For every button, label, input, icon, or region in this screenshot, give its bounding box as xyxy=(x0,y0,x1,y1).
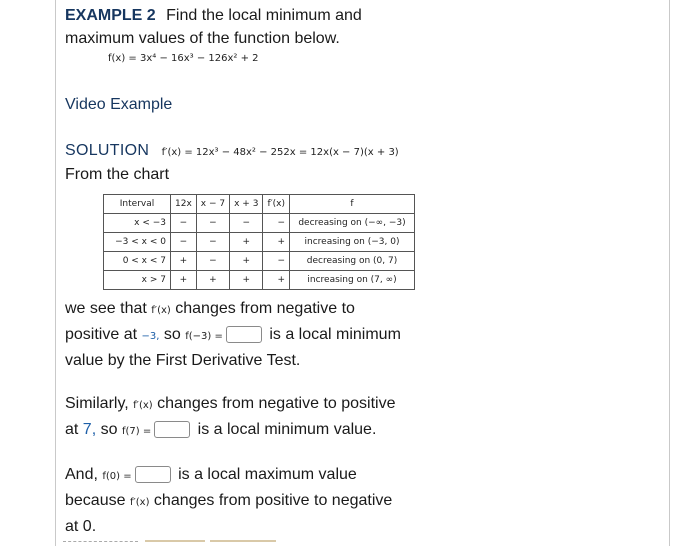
table-cell: + xyxy=(230,233,263,252)
table-row xyxy=(104,271,415,290)
table-row xyxy=(104,252,415,271)
table-cell: − xyxy=(230,214,263,233)
col-f: f xyxy=(290,195,415,214)
critical-value: −3, xyxy=(141,331,160,342)
table-cell: decreasing on (0, 7) xyxy=(290,252,415,271)
table-row xyxy=(104,233,415,252)
table-header-row xyxy=(104,195,415,214)
text: is a local minimum value. xyxy=(197,421,377,438)
sign-chart-table xyxy=(103,194,415,290)
text: because xyxy=(65,492,126,509)
example-label: EXAMPLE 2 xyxy=(65,7,156,24)
table-cell: + xyxy=(230,271,263,290)
col-12x: 12x xyxy=(171,195,197,214)
table-cell: increasing on (−3, 0) xyxy=(290,233,415,252)
function-definition: f(x) = 3x⁴ − 16x³ − 126x² + 2 xyxy=(108,53,259,64)
video-example-link[interactable]: Video Example xyxy=(65,96,173,113)
table-row xyxy=(104,214,415,233)
col-interval: Interval xyxy=(104,195,171,214)
col-x-minus-7: x − 7 xyxy=(196,195,229,214)
table-cell: − xyxy=(196,214,229,233)
table-cell: − xyxy=(263,252,290,271)
table-cell: x < −3 xyxy=(104,214,171,233)
text: positive at xyxy=(65,326,138,343)
table-cell: − xyxy=(196,252,229,271)
text: is a local maximum value xyxy=(178,466,357,483)
content-border-right xyxy=(669,0,670,546)
button-edge[interactable] xyxy=(145,540,205,548)
table-cell: decreasing on (−∞, −3) xyxy=(290,214,415,233)
table-cell: − xyxy=(171,214,197,233)
fprime-inline: f′(x) xyxy=(151,305,171,316)
text: changes from negative to positive xyxy=(157,395,396,412)
text: at 0. xyxy=(65,518,97,535)
example-title: Find the local minimum and xyxy=(166,7,362,24)
table-cell: + xyxy=(171,252,197,271)
critical-value: 7, xyxy=(82,421,97,438)
table-cell: − xyxy=(196,233,229,252)
fprime-inline: f′(x) xyxy=(129,497,150,508)
f-value-label: f(7) = xyxy=(121,426,152,437)
text: is a local minimum xyxy=(269,326,401,343)
answer-input-f-7[interactable] xyxy=(154,421,190,438)
f-value-label: f(0) = xyxy=(102,471,132,482)
table-cell: 0 < x < 7 xyxy=(104,252,171,271)
text: at xyxy=(65,421,79,438)
text: And, xyxy=(65,466,98,483)
table-cell: − xyxy=(171,233,197,252)
text: value by the First Derivative Test. xyxy=(65,352,301,369)
col-x-plus-3: x + 3 xyxy=(230,195,263,214)
text: so xyxy=(163,326,181,343)
paragraph-first-minimum xyxy=(65,297,401,373)
button-edge[interactable] xyxy=(210,540,276,548)
answer-input-f-0[interactable] xyxy=(135,466,171,483)
text: changes from negative to xyxy=(175,300,355,317)
solution-line xyxy=(65,142,399,160)
answer-input-f-neg3[interactable] xyxy=(226,326,262,343)
fprime-inline: f′(x) xyxy=(133,400,153,411)
f-value-label: f(−3) = xyxy=(185,331,223,342)
solution-label: SOLUTION xyxy=(65,142,150,159)
col-fprime: f′(x) xyxy=(263,195,290,214)
text: so xyxy=(100,421,118,438)
divider xyxy=(63,541,138,542)
table-cell: x > 7 xyxy=(104,271,171,290)
table-cell: increasing on (7, ∞) xyxy=(290,271,415,290)
table-cell: + xyxy=(196,271,229,290)
text: we see that xyxy=(65,300,147,317)
from-chart-text: From the chart xyxy=(65,166,170,183)
table-cell: + xyxy=(263,233,290,252)
example-header xyxy=(65,4,665,50)
paragraph-second-minimum xyxy=(65,392,395,444)
content-border-left xyxy=(55,0,56,546)
table-cell: −3 < x < 0 xyxy=(104,233,171,252)
example-title-line2: maximum values of the function below. xyxy=(65,30,340,47)
table-cell: + xyxy=(263,271,290,290)
table-cell: + xyxy=(171,271,197,290)
table-cell: + xyxy=(230,252,263,271)
paragraph-maximum xyxy=(65,463,392,539)
derivative-expression: f′(x) = 12x³ − 48x² − 252x = 12x(x − 7)(x + 3) xyxy=(161,147,399,158)
text: changes from positive to negative xyxy=(153,492,393,509)
table-cell: − xyxy=(263,214,290,233)
text: Similarly, xyxy=(65,395,129,412)
